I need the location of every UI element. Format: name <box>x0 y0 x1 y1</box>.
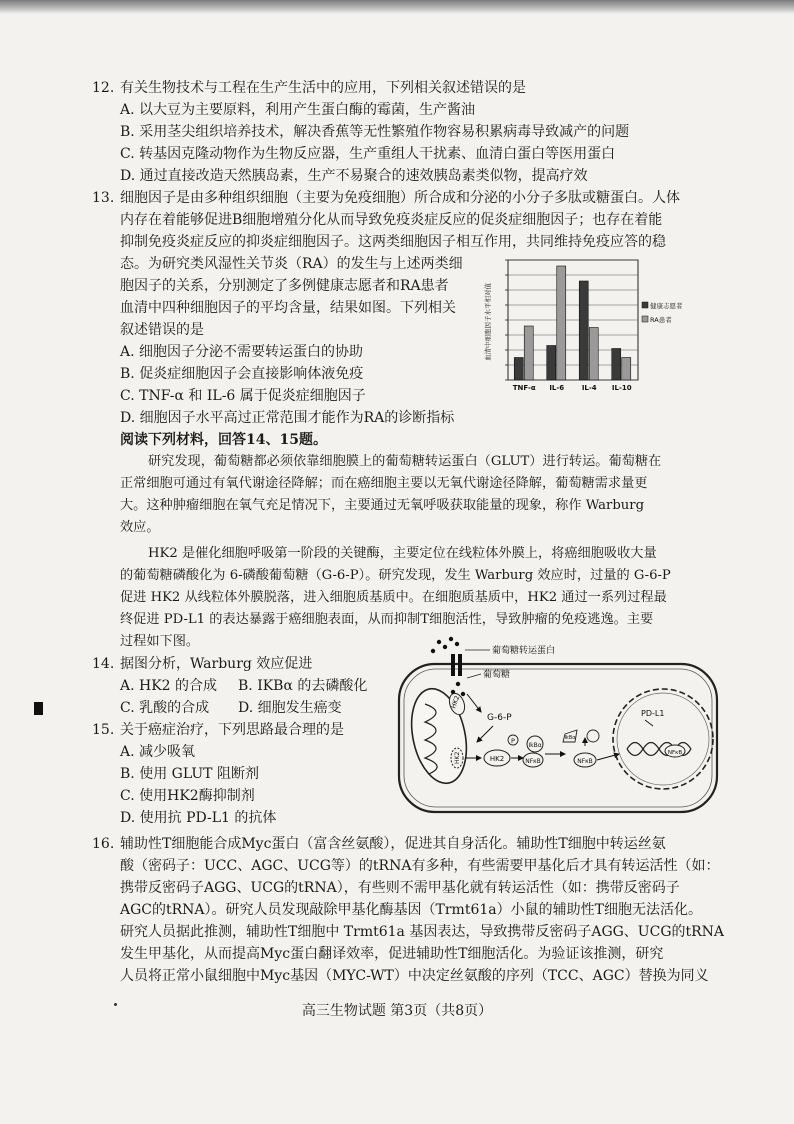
chart-bar <box>579 281 588 380</box>
chart-bar <box>557 266 566 380</box>
q16-stem-line-5: 研究人员据此推测，辅助性T细胞中 Trmt61a 基因表达，导致携带反密码子AGG、UCG的tRNA <box>120 924 725 940</box>
q14-option-b: B. IKBα 的去磷酸化 <box>238 678 368 694</box>
q14-option-a: A. HK2 的合成 <box>120 678 218 694</box>
q13-stem-line-7: 叙述错误的是 <box>120 322 204 338</box>
pdl1-label: PD-L1 <box>641 709 665 718</box>
q15-option-b: B. 使用 GLUT 阻断剂 <box>120 766 259 782</box>
nfkb-label-1: NFκB <box>525 758 541 765</box>
q15-stem: 15. 关于癌症治疗，下列思路最合理的是 <box>92 722 344 738</box>
q13-option-a: A. 细胞因子分泌不需要转运蛋白的协助 <box>120 344 364 360</box>
chart-legend-swatch <box>642 316 648 322</box>
q16-stem-line-3: 携带反密码子AGG、UCG的tRNA），有些则不需甲基化就有转运活性（如：携带反密码子 <box>120 880 680 896</box>
scan-top-band <box>0 0 794 14</box>
mitochondrion <box>404 684 475 789</box>
chart-legend-label: RA患者 <box>650 316 672 324</box>
chart-bar <box>524 326 533 380</box>
hk2-pathway-diagram <box>395 634 725 819</box>
hk2-cytoplasm-label: HK2 <box>489 755 505 763</box>
q16-stem-line-2: 酸（密码子：UCC、AGC、UCG等）的tRNA有多种，有些需要甲基化后才具有转运活性（如： <box>120 858 720 874</box>
nucleus <box>613 689 713 789</box>
reading-p2-line-3: 促进 HK2 从线粒体外膜脱落，进入细胞质基质中。在细胞质基质中，HK2 通过一系列过程最 <box>120 590 667 605</box>
reading-p1-line-4: 效应。 <box>120 520 160 535</box>
q16-stem-line-4: AGC的tRNA）。研究人员发现敲除甲基化酶基因（Trmt61a）小鼠的辅助性T细胞无法活化。 <box>120 902 702 918</box>
chart-x-tick-label: IL-4 <box>581 384 597 392</box>
q13-stem-line-3: 抑制免疫炎症反应的抑炎症细胞因子。这两类细胞因子相互作用，共同维持免疫应答的稳 <box>120 234 666 250</box>
reading-p2-line-1: HK2 是催化细胞呼吸第一阶段的关键酶，主要定位在线粒体外膜上，将癌细胞吸收大量 <box>148 546 657 561</box>
page-footer: 高三生物试题 第3页（共8页） <box>301 1003 493 1019</box>
chart-x-tick-label: IL-10 <box>611 384 632 392</box>
q13-option-b: B. 促炎症细胞因子会直接影响体液免疫 <box>120 366 364 382</box>
q15-option-a: A. 减少吸氧 <box>120 744 196 760</box>
chart-bar <box>547 346 556 381</box>
hk2-detached-label: HK2 <box>454 751 461 764</box>
q12-option-b: B. 采用茎尖组织培养技术，解决香蕉等无性繁殖作物容易积累病毒导致减产的问题 <box>120 124 630 140</box>
q14-option-c: C. 乳酸的合成 <box>120 700 210 716</box>
q13-stem-line-4: 态。为研究类风湿性关节炎（RA）的发生与上述两类细 <box>120 256 463 272</box>
cytokine-bar-chart <box>476 252 683 402</box>
chart-legend-label: 健康志愿者 <box>650 302 683 310</box>
ikba-label-2: IkBα <box>564 735 576 741</box>
chart-x-tick-label: TNF-α <box>512 384 536 392</box>
chart-bar <box>612 349 621 381</box>
reading-p2-line-5: 过程如下图。 <box>120 634 200 649</box>
q12-option-c: C. 转基因克隆动物作为生物反应器，生产重组人干扰素、血清白蛋白等医用蛋白 <box>120 146 616 162</box>
q13-option-d: D. 细胞因子水平高过正常范围才能作为RA的诊断指标 <box>120 410 455 426</box>
chart-bar <box>589 328 598 381</box>
glucose-label: 葡萄糖 <box>483 670 511 680</box>
reading-p2-line-2: 的葡萄糖磷酸化为 6-磷酸葡萄糖（G-6-P）。研究发现，发生 Warburg 效应时，过量的 G-6-P <box>120 568 671 583</box>
q12-option-a: A. 以大豆为主要原料，利用产生蛋白酶的霉菌，生产酱油 <box>120 102 476 118</box>
nfkb-label-3: NFκB <box>667 750 683 756</box>
reading-intro: 阅读下列材料，回答14、15题。 <box>120 432 327 448</box>
q13-stem-line-5: 胞因子的关系，分别测定了多例健康志愿者和RA患者 <box>120 278 449 294</box>
q15-option-c: C. 使用HK2酶抑制剂 <box>120 788 255 804</box>
reading-p2-line-4: 终促进 PD-L1 的表达暴露于癌细胞表面，从而抑制T细胞活性，导致肿瘤的免疫逃逸。主要 <box>120 612 654 627</box>
reading-p1-line-3: 大。这种肿瘤细胞在氧气充足情况下，主要通过无氧呼吸获取能量的现象，称作 Warburg <box>120 498 645 513</box>
q16-stem-line-1: 16. 辅助性T细胞能合成Myc蛋白（富含丝氨酸），促进其自身活化。辅助性T细胞中转运丝氨 <box>92 836 666 852</box>
q12-option-d: D. 通过直接改造天然胰岛素，生产不易聚合的速效胰岛素类似物，提高疗效 <box>120 168 588 184</box>
scan-margin-mark <box>34 702 43 715</box>
hk2-on-mitochondria: HK2 <box>449 694 462 710</box>
q13-stem-line-2: 内存在着能够促进B细胞增殖分化从而导致免疫炎症反应的促炎症细胞因子；也存在着能 <box>120 212 663 228</box>
q13-option-c: C. TNF-α 和 IL-6 属于促炎症细胞因子 <box>120 388 366 404</box>
chart-bar <box>622 358 631 381</box>
chart-legend-swatch <box>642 302 648 308</box>
q13-stem-line-6: 血清中四种细胞因子的平均含量，结果如图。下列相关 <box>120 300 456 316</box>
ikba-label-1: IkBα <box>528 742 542 749</box>
q16-stem-line-7: 人员将正常小鼠细胞中Myc基因（MYC-WT）中决定丝氨酸的序列（TCC、AGC）替换为同义 <box>120 968 709 984</box>
chart-y-axis-label: 血清中细胞因子水平相对值 <box>484 283 492 361</box>
q14-option-d: D. 细胞发生癌变 <box>238 700 342 716</box>
nfkb-label-2: NFκB <box>577 758 593 765</box>
chart-bar <box>514 358 523 381</box>
g6p-label: G-6-P <box>487 713 512 723</box>
q12-stem: 12. 有关生物技术与工程在生产生活中的应用，下列相关叙述错误的是 <box>92 80 526 96</box>
q15-option-d: D. 使用抗 PD-L1 的抗体 <box>120 810 277 826</box>
q13-stem-line-1: 13. 细胞因子是由多种组织细胞（主要为免疫细胞）所合成和分泌的小分子多肽或糖蛋白。人体 <box>92 190 680 206</box>
p-label-1: P <box>511 737 515 745</box>
reading-p1-line-1: 研究发现，葡萄糖都必须依靠细胞膜上的葡萄糖转运蛋白（GLUT）进行转运。葡萄糖在 <box>148 454 662 469</box>
reading-p1-line-2: 正常细胞可通过有氧代谢途径降解；而在癌细胞主要以无氧代谢途径降解，葡萄糖需求量更 <box>120 476 648 491</box>
q14-stem: 14. 据图分析，Warburg 效应促进 <box>92 656 313 672</box>
q16-stem-line-6: 发生甲基化，从而提高Myc蛋白翻译效率，促进辅助性T细胞活化。为验证该推测，研究 <box>120 946 664 962</box>
glut-label: 葡萄糖转运蛋白 <box>492 646 556 656</box>
chart-x-tick-label: IL-6 <box>549 384 565 392</box>
